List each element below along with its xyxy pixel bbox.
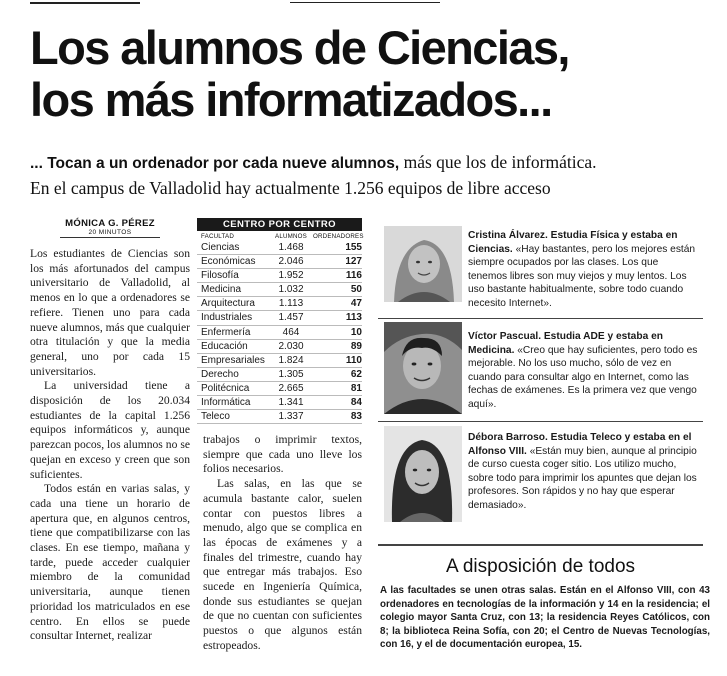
table-row bbox=[197, 255, 362, 269]
article-paragraph: Los estudiantes de Ciencias son los más afortunados del campus universitario de Valladolid, al menos en lo que a ordenadores se refiere. Tienen uno para cada nueve alumnos, más que cualquier otra titulación y que la media general, uno por cada 15 universitarios. bbox=[30, 247, 191, 378]
testimonial-quote: «Están muy bien, aunque al principio de curso cuesta coger sitio. Los utilizo mucho, sobre todo para imprimir los apuntes que dejan los profesores. Son rápidos y no hay que esperar demasiado». bbox=[468, 445, 697, 511]
cell-students: 1.032 bbox=[278, 284, 304, 296]
table-row bbox=[197, 396, 362, 410]
cell-students: 464 bbox=[282, 326, 300, 338]
cell-computers: 116 bbox=[345, 270, 362, 282]
byline-author: MÓNICA G. PÉREZ bbox=[65, 218, 155, 229]
cell-computers: 113 bbox=[345, 312, 362, 324]
cell-faculty: Económicas bbox=[201, 256, 256, 268]
top-rule-left bbox=[30, 2, 140, 4]
cell-computers: 62 bbox=[350, 368, 362, 380]
cell-students: 2.030 bbox=[278, 340, 304, 352]
cell-faculty: Empresariales bbox=[201, 354, 265, 366]
faculty-table bbox=[197, 218, 362, 424]
photo-young-woman-dark-hair-icon bbox=[384, 426, 462, 522]
header-computers: ORDENADORES bbox=[313, 233, 364, 240]
cell-students: 1.341 bbox=[278, 397, 304, 409]
table-row bbox=[197, 382, 362, 396]
testimonial-debora bbox=[468, 431, 700, 513]
photo-victor bbox=[384, 322, 462, 414]
cell-students: 1.113 bbox=[278, 298, 304, 310]
headline bbox=[30, 22, 569, 126]
table-body bbox=[197, 241, 362, 424]
table-row bbox=[197, 326, 362, 340]
byline bbox=[30, 218, 190, 238]
subhead-rest: más que los de informática. bbox=[399, 152, 597, 172]
table-row bbox=[197, 269, 362, 283]
cell-faculty: Ciencias bbox=[201, 242, 240, 253]
subheadline bbox=[30, 150, 720, 200]
table-row bbox=[197, 340, 362, 354]
table-header bbox=[197, 231, 362, 241]
cell-faculty: Medicina bbox=[201, 284, 242, 296]
testimonial-lead: Cristina Álvarez. Estudia Física y estaba en Ciencias. bbox=[468, 230, 678, 255]
cell-students: 1.305 bbox=[278, 368, 304, 380]
subhead-line-2: En el campus de Valladolid hay actualmente 1.256 equipos de libre acceso bbox=[30, 178, 551, 198]
header-faculty: FACULTAD bbox=[201, 233, 234, 240]
top-rule-center bbox=[290, 2, 440, 3]
article-paragraph: Las salas, en las que se acumula bastante calor, suelen contar con puestos libres a menudo, algo que se complica en las épocas de exámenes y a finales del trimestre, cuando hay que entregar más trabajos. Eso sucede en Ingeniería Química, donde sus estudiantes se quejan de que no cuentan con suficientes puestos o que algunos están estropeados. bbox=[203, 477, 362, 652]
cell-faculty: Industriales bbox=[201, 312, 253, 324]
cell-computers: 155 bbox=[345, 242, 362, 253]
cell-students: 2.046 bbox=[278, 256, 304, 268]
cell-computers: 127 bbox=[345, 256, 362, 268]
cell-faculty: Filosofía bbox=[201, 270, 239, 282]
cell-faculty: Arquitectura bbox=[201, 298, 255, 310]
photo-young-man-dark-hair-icon bbox=[384, 322, 462, 414]
cell-faculty: Teleco bbox=[201, 411, 230, 423]
testimonial-quote: «Hay bastantes, pero los mejores están siempre ocupados por las clases. Los que tenemos libres son muy viejos y muy lentos. Los uso bastante habitualmente, sobre todo cuando necesito Internet». bbox=[468, 243, 696, 309]
article-paragraph: trabajos o imprimir textos, siempre que cada uno lleve los folios necesarios. bbox=[203, 433, 362, 476]
cell-faculty: Politécnica bbox=[201, 382, 250, 394]
cell-computers: 10 bbox=[350, 326, 362, 338]
article-column-1 bbox=[30, 247, 190, 644]
subhead-bold: ... Tocan a un ordenador por cada nueve alumnos, bbox=[30, 155, 400, 172]
cell-computers: 47 bbox=[350, 298, 362, 310]
cell-students: 1.337 bbox=[278, 411, 304, 423]
cell-students: 2.665 bbox=[278, 382, 304, 394]
testimonial-cristina bbox=[468, 229, 700, 311]
table-row bbox=[197, 241, 362, 255]
photo-cristina bbox=[384, 226, 462, 302]
article-column-2 bbox=[203, 433, 362, 654]
table-row bbox=[197, 354, 362, 368]
byline-source: 20 MINUTOS bbox=[60, 229, 160, 238]
photo-young-woman-light-hair-icon bbox=[384, 226, 462, 302]
headline-line-1: Los alumnos de Ciencias, bbox=[30, 21, 569, 74]
sidebar-body: A las facultades se unen otras salas. Están en el Alfonso VIII, con 43 ordenadores en tecnologías de la información y 14 en la residencia; el colegio mayor Santa Cruz, con 13; la residencia Reyes Católicos, con 8; la biblioteca Reina Sofía, con 20; el Centro de Nuevas Tecnologías, con 16, y el de documentación europea, 15. bbox=[380, 585, 710, 651]
table-row bbox=[197, 311, 362, 325]
testimonial-victor bbox=[468, 330, 700, 412]
cell-computers: 83 bbox=[350, 411, 362, 423]
table-title: CENTRO POR CENTRO bbox=[197, 218, 362, 231]
table-row bbox=[197, 410, 362, 424]
cell-students: 1.952 bbox=[278, 270, 304, 282]
cell-students: 1.457 bbox=[278, 312, 304, 324]
divider bbox=[378, 318, 703, 319]
testimonial-lead: Débora Barroso. Estudia Teleco y estaba en el Alfonso VIII. bbox=[468, 432, 692, 457]
cell-faculty: Enfermería bbox=[201, 326, 251, 338]
headline-line-2: los más informatizados... bbox=[30, 73, 552, 126]
cell-students: 1.468 bbox=[278, 242, 304, 253]
cell-computers: 110 bbox=[345, 354, 362, 366]
sidebar-title: A disposición de todos bbox=[445, 556, 636, 577]
cell-computers: 89 bbox=[350, 340, 362, 352]
photo-debora bbox=[384, 426, 462, 522]
table-row bbox=[197, 283, 362, 297]
table-row bbox=[197, 368, 362, 382]
article-paragraph: Todos están en varias salas, y cada una tiene un horario de apertura que, en algunos centros, tiene que compatibilizarse con las clases. En ese tiempo, mañana y tarde, puede acceder cualquier miembro de la comunidad universitaria, aunque tienen prioridad los matriculados en ese centro. En ellos se puede consultar Internet, realizar bbox=[30, 482, 190, 643]
cell-faculty: Educación bbox=[201, 340, 248, 352]
article-paragraph: La universidad tiene a disposición de los 20.034 estudiantes de la capital 1.256 equipos informáticos y, aunque parezcan pocos, los alumnos no se quejan en exceso y creen que son suficientes. bbox=[30, 379, 190, 481]
testimonial-quote: «Creo que hay suficientes, pero todo es mejorable. No los uso mucho, sólo de vez en cuando para consultar algo en Internet, como las fechas de exámenes. Es la primera vez que vengo aquí». bbox=[468, 344, 698, 410]
cell-computers: 81 bbox=[350, 382, 362, 394]
header-students: ALUMNOS bbox=[275, 233, 307, 240]
divider bbox=[378, 421, 703, 422]
cell-faculty: Derecho bbox=[201, 368, 239, 380]
cell-faculty: Informática bbox=[201, 397, 251, 409]
divider bbox=[378, 544, 703, 546]
table-row bbox=[197, 297, 362, 311]
testimonial-lead: Víctor Pascual. Estudia ADE y estaba en Medicina. bbox=[468, 331, 663, 356]
cell-students: 1.824 bbox=[278, 354, 304, 366]
cell-computers: 84 bbox=[350, 397, 362, 409]
cell-computers: 50 bbox=[350, 284, 362, 296]
